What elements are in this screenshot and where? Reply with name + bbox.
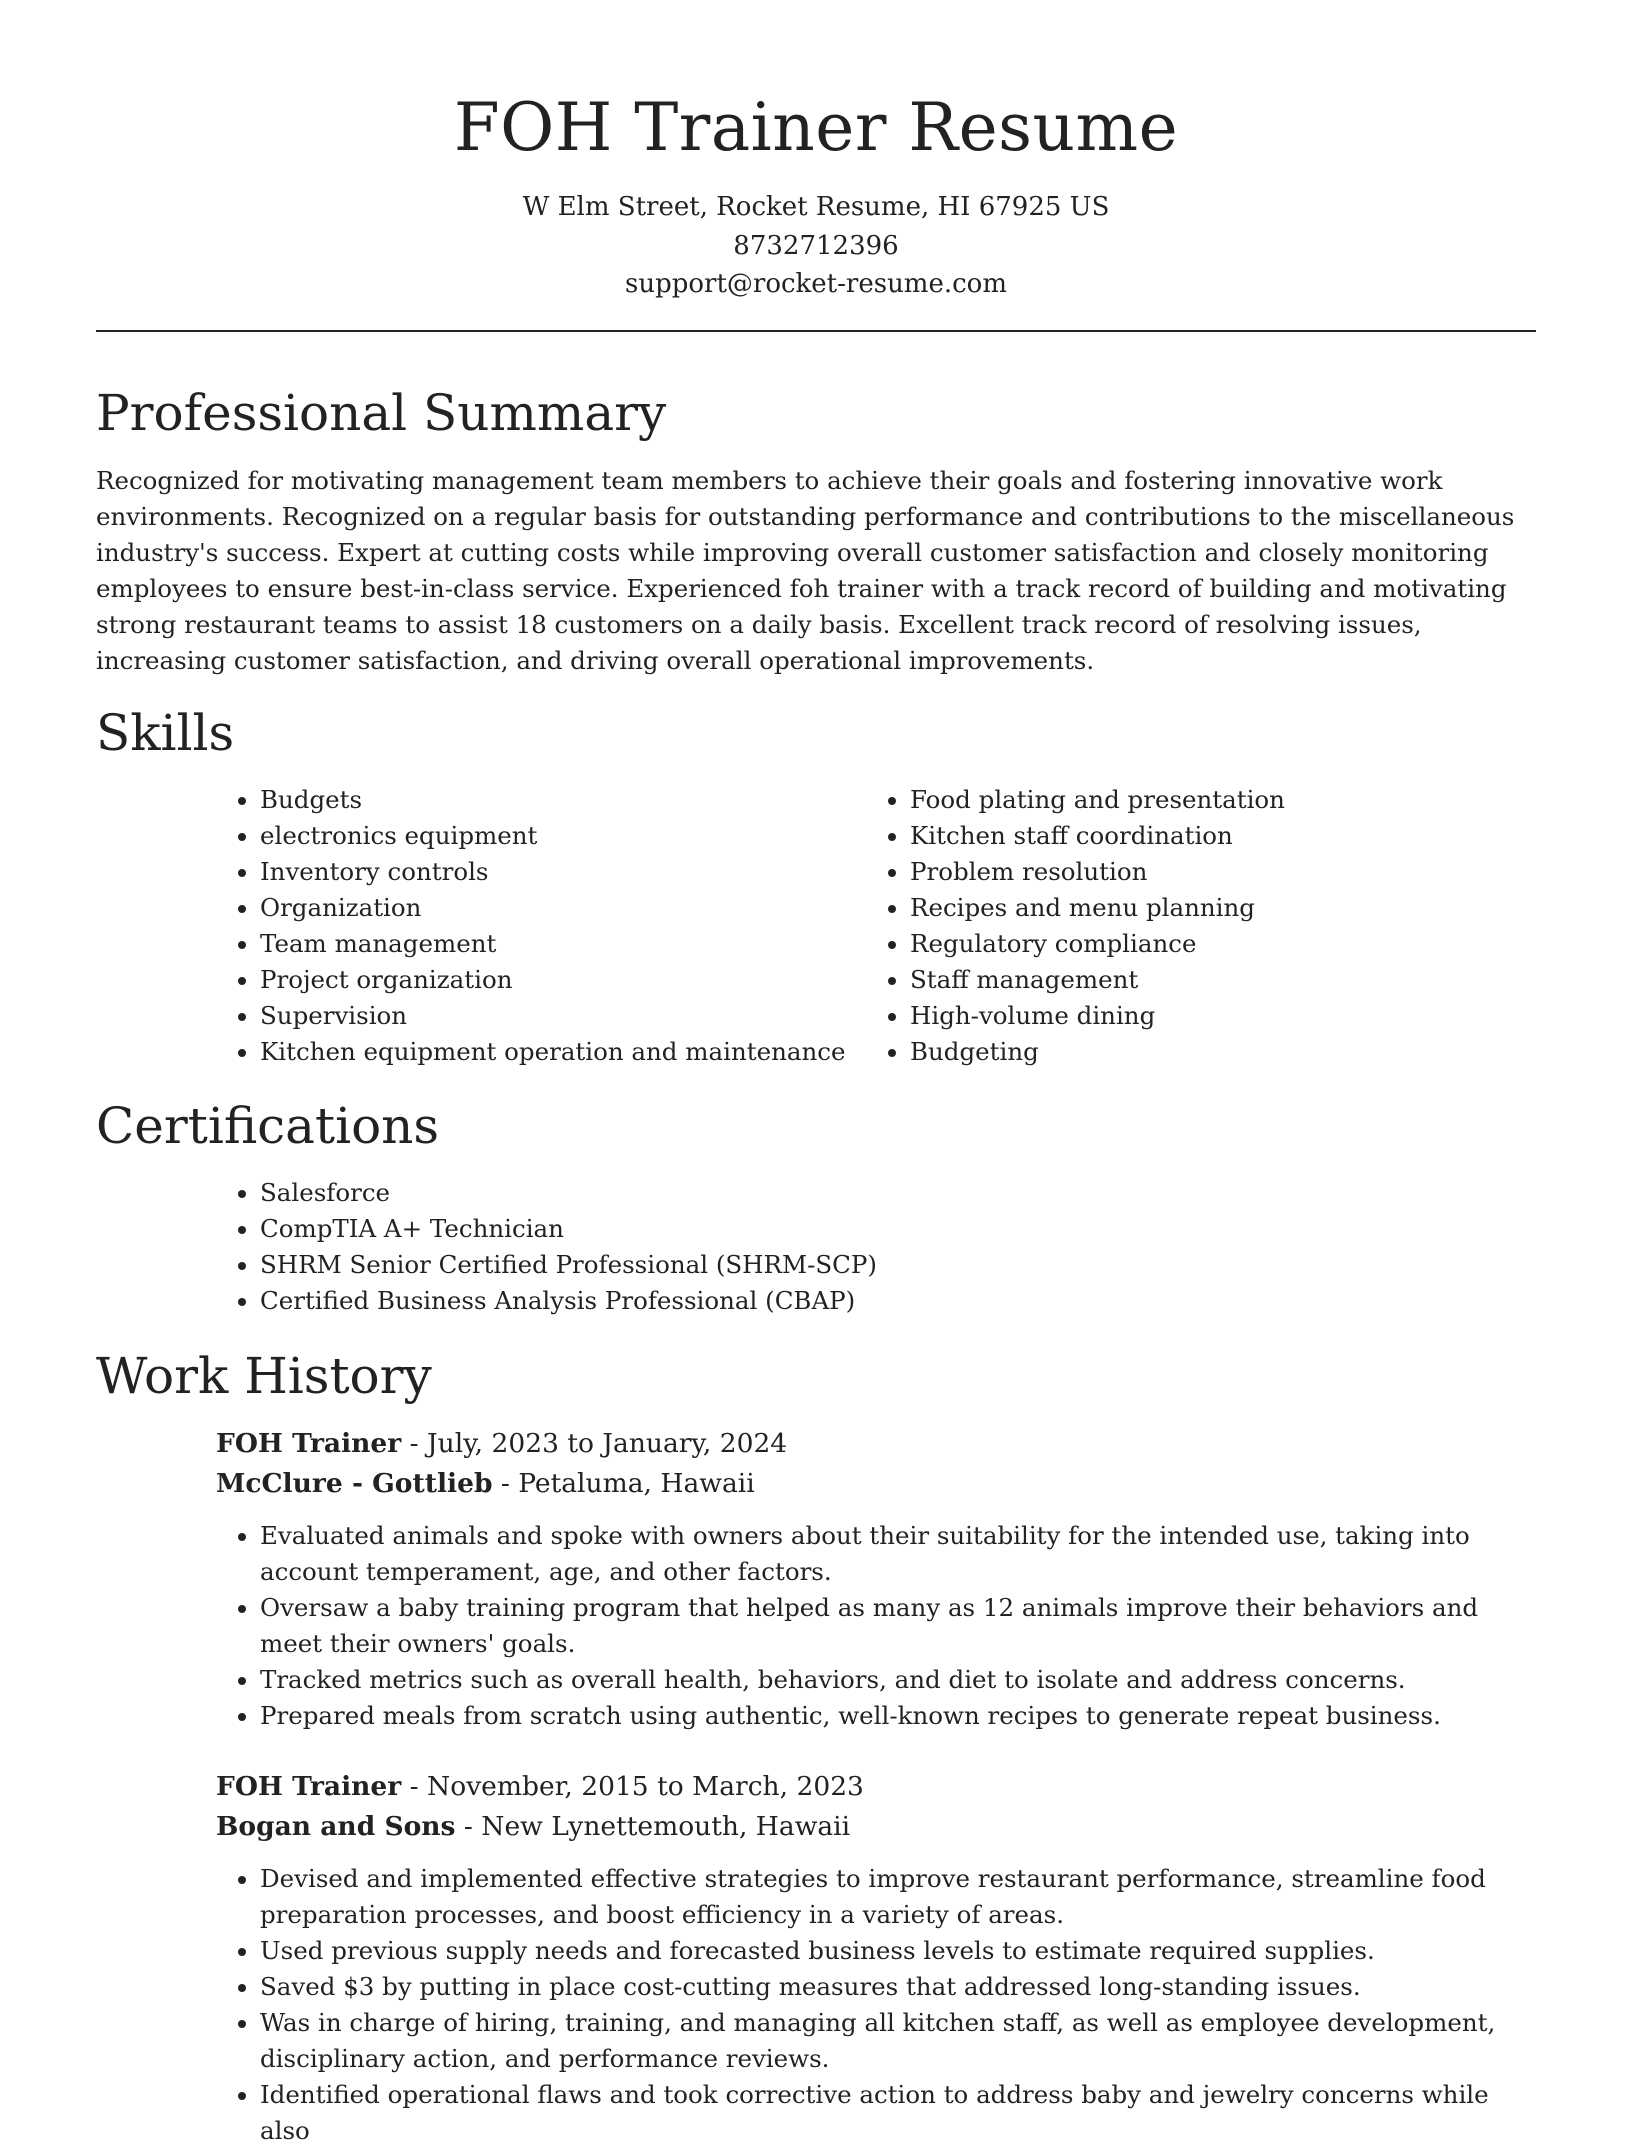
certification-item: • Certified Business Analysis Professional (CBAP) (260, 1283, 1536, 1319)
contact-address: W Elm Street, Rocket Resume, HI 67925 US (522, 192, 1110, 222)
job-bullet: • Was in charge of hiring, training, and managing all kitchen staff, as well as employee development, disciplinary action, and performance reviews. (260, 2005, 1536, 2077)
resume-header (96, 0, 1536, 332)
job-location: - Petaluma, Hawaii (492, 1468, 755, 1499)
certification-item: • Salesforce (260, 1175, 1536, 1211)
skill-item: • Recipes and menu planning (910, 890, 1516, 926)
skill-item: • Kitchen equipment operation and maintenance (260, 1034, 866, 1070)
job-bullet: • Prepared meals from scratch using authentic, well-known recipes to generate repeat business. (260, 1698, 1536, 1734)
job-dates: - July, 2023 to January, 2024 (401, 1428, 788, 1459)
skills-column-right (866, 782, 1516, 1070)
skill-item: • Food plating and presentation (910, 782, 1516, 818)
certifications-heading: Certifications (96, 1097, 440, 1155)
resume-page (96, 0, 1536, 2145)
job-bullets (216, 1518, 1536, 1734)
certification-item: • SHRM Senior Certified Professional (SHRM-SCP) (260, 1247, 1536, 1283)
skill-item: • Supervision (260, 998, 866, 1034)
job-dates: - November, 2015 to March, 2023 (401, 1771, 864, 1802)
contact-email: support@rocket-resume.com (624, 269, 1007, 299)
summary-heading: Professional Summary (96, 384, 667, 442)
contact-block (96, 188, 1536, 304)
skill-item: • Project organization (260, 962, 866, 998)
skill-item: • Budgeting (910, 1034, 1516, 1070)
certification-item: • CompTIA A+ Technician (260, 1211, 1536, 1247)
summary-section (96, 463, 1536, 679)
skill-item: • Budgets (260, 782, 866, 818)
skill-item: • Kitchen staff coordination (910, 818, 1516, 854)
job-title: FOH Trainer (216, 1428, 402, 1459)
skills-column-left (216, 782, 866, 1070)
job-entry (96, 1424, 1536, 1734)
job-bullet: • Evaluated animals and spoke with owners about their suitability for the intended use, taking into account temperament, age, and other factors. (260, 1518, 1536, 1590)
job-bullet: • Used previous supply needs and forecasted business levels to estimate required supplies. (260, 1933, 1536, 1969)
job-title: FOH Trainer (216, 1771, 402, 1802)
skills-section (96, 782, 1536, 1070)
skill-item: • Problem resolution (910, 854, 1516, 890)
resume-title: FOH Trainer Resume (453, 89, 1179, 166)
job-bullet: • Oversaw a baby training program that helped as many as 12 animals improve their behaviors and meet their owners' goals. (260, 1590, 1536, 1662)
job-location: - New Lynettemouth, Hawaii (455, 1811, 851, 1842)
job-bullet: • Devised and implemented effective strategies to improve restaurant performance, streamline food preparation processes, and boost efficiency in a variety of areas. (260, 1861, 1536, 1933)
skill-item: • Organization (260, 890, 866, 926)
job-company: Bogan and Sons (216, 1811, 456, 1842)
job-bullets (216, 1861, 1536, 2149)
job-company-line (216, 1464, 1536, 1504)
job-title-line (216, 1767, 1536, 1807)
job-title-line (216, 1424, 1536, 1464)
skill-item: • Staff management (910, 962, 1516, 998)
certifications-section (96, 1175, 1536, 1319)
work-history-heading: Work History (96, 1347, 432, 1405)
header-divider (96, 330, 1536, 332)
skill-item: • High-volume dining (910, 998, 1516, 1034)
summary-text: Recognized for motivating management team members to achieve their goals and fostering innovative work environments. Recognized on a regular basis for outstanding performance and contributions to the miscellaneous industry's success. Expert at cutting costs while improving overall customer satisfaction and closely monitoring employees to ensure best-in-class service. Experienced foh trainer with a track record of building and motivating strong restaurant teams to assist 18 customers on a daily basis. Excellent track record of resolving issues, increasing customer satisfaction, and driving overall operational improvements. (96, 466, 1515, 675)
contact-phone: 8732712396 (733, 230, 899, 261)
skill-item: • electronics equipment (260, 818, 866, 854)
job-bullet: • Saved $3 by putting in place cost-cutting measures that addressed long-standing issues. (260, 1969, 1536, 2005)
job-company: McClure - Gottlieb (216, 1468, 493, 1499)
job-bullet: • Identified operational flaws and took corrective action to address baby and jewelry concerns while also (260, 2077, 1536, 2149)
skill-item: • Inventory controls (260, 854, 866, 890)
job-company-line (216, 1807, 1536, 1847)
skill-item: • Team management (260, 926, 866, 962)
job-entry (96, 1767, 1536, 2149)
skills-heading: Skills (96, 704, 235, 762)
skill-item: • Regulatory compliance (910, 926, 1516, 962)
job-bullet: • Tracked metrics such as overall health, behaviors, and diet to isolate and address concerns. (260, 1662, 1536, 1698)
